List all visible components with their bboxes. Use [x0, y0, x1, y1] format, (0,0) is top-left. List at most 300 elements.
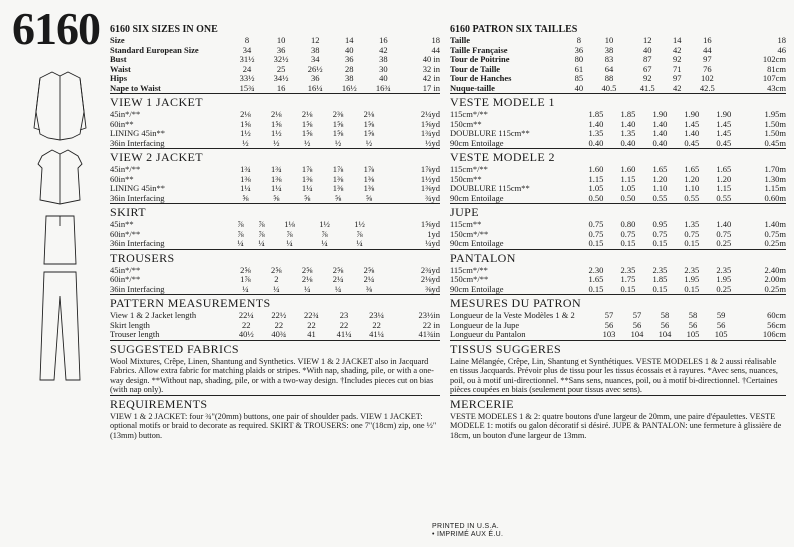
cell-value: 32½	[273, 54, 289, 64]
cell-value: 56	[660, 319, 670, 330]
cell-value: 97	[673, 73, 682, 83]
cell-value: 8	[244, 35, 250, 45]
cell-value: ⅝	[365, 192, 373, 203]
yardage-table	[110, 220, 440, 249]
row-label: Longueur de la Jupe	[450, 319, 520, 330]
cell-value: 0.75	[716, 228, 732, 239]
cell-value: 1.95	[684, 274, 700, 284]
cell-value: 0.15	[620, 238, 636, 248]
cell-value: 1.85	[620, 109, 636, 119]
cell-value: ⅞	[321, 228, 328, 239]
section-divider	[110, 93, 440, 94]
cell-value: 1⅞	[363, 164, 375, 174]
cell-value: 106cm	[762, 329, 786, 339]
cell-value: 1.65	[684, 164, 700, 174]
french-column	[450, 24, 786, 440]
section-divider	[110, 148, 440, 149]
cell-value: 1.95	[716, 274, 732, 284]
cell-value: 107cm	[762, 73, 786, 83]
cell-value: ⅞	[258, 219, 265, 229]
cell-value: 18	[431, 35, 440, 45]
section-divider	[450, 249, 786, 250]
cell-value: 56	[604, 319, 614, 330]
cell-value: 1¾	[271, 164, 282, 174]
cell-value: ¼	[242, 283, 249, 294]
cell-value: 36	[276, 44, 286, 55]
cell-value: 2⅛	[301, 109, 313, 119]
row-label: 45in*/**	[110, 264, 141, 275]
cell-value: 1.15	[620, 173, 636, 184]
table-row	[450, 285, 786, 295]
row-label: DOUBLURE 115cm**	[450, 183, 530, 193]
row-label: 45in**	[110, 219, 134, 229]
table-row	[110, 84, 440, 94]
cell-value: 22	[242, 319, 251, 330]
cell-value: 92	[642, 73, 652, 83]
table-row	[110, 194, 440, 204]
row-label: 60in**	[110, 118, 134, 129]
cell-value: 1⅜	[363, 183, 375, 193]
cell-value: 1.10	[652, 183, 668, 193]
table-row	[450, 239, 786, 249]
cell-value: 88	[604, 73, 614, 83]
cell-value: ¼yd	[425, 238, 440, 248]
cell-value: ¼	[237, 238, 244, 248]
table-row	[110, 239, 440, 249]
cell-value: 58	[660, 310, 670, 320]
cell-value: ⅞	[237, 219, 244, 229]
cell-value: 1⅞	[301, 164, 313, 174]
cell-value: 0.80	[620, 219, 636, 229]
cell-value: 1.35	[620, 128, 636, 138]
cell-value: 105	[686, 329, 700, 339]
cell-value: 1.85	[588, 109, 604, 119]
cell-value: 0.40	[588, 137, 604, 148]
cell-value: 1¼	[240, 183, 251, 193]
cell-value: 1.90	[716, 109, 732, 119]
cell-value: 0.25m	[764, 238, 786, 248]
cell-value: 22¾	[304, 310, 319, 320]
cell-value: 1⅜	[332, 183, 344, 193]
row-label: LINING 45in**	[110, 128, 166, 138]
cell-value: 12	[310, 35, 320, 45]
cell-value: 38	[345, 73, 354, 83]
table-row	[450, 220, 786, 230]
cell-value: 1yd	[427, 228, 440, 239]
cell-value: 2¼	[363, 274, 375, 284]
row-label: 115cm**	[450, 219, 482, 229]
row-label: View 1 & 2 Jacket length	[110, 310, 197, 320]
cell-value: 56	[688, 319, 698, 330]
cell-value: 41¾in	[418, 329, 440, 339]
cell-value: 22	[339, 319, 349, 330]
cell-value: 1.35	[588, 128, 604, 138]
row-label: 90cm Entoilage	[450, 283, 504, 294]
cell-value: 1.70m	[764, 164, 786, 174]
cell-value: ½yd	[425, 137, 440, 148]
cell-value: 1.90	[652, 109, 668, 119]
cell-value: 14	[345, 35, 354, 45]
cell-value: 0.15	[684, 283, 700, 294]
cell-value: 42.5	[699, 82, 715, 93]
cell-value: 40¾	[271, 329, 287, 339]
cell-value: 1.50m	[764, 118, 786, 129]
cell-value: 0.75	[588, 228, 604, 239]
cell-value: 1.05	[620, 183, 636, 193]
cell-value: 1⅜	[363, 173, 375, 184]
cell-value: ⅝	[242, 192, 249, 203]
cell-value: 2⅛	[240, 109, 251, 119]
cell-value: 2.35	[716, 264, 732, 275]
section-divider	[450, 294, 786, 295]
table-row	[450, 330, 786, 340]
cell-value: 2¾yd	[420, 264, 440, 275]
row-label: 150cm*/**	[450, 274, 489, 284]
cell-value: 16	[276, 82, 286, 93]
cell-value: 38	[604, 44, 614, 55]
table-row	[110, 330, 440, 340]
cell-value: 1½yd	[420, 173, 440, 184]
row-label: 115cm*/**	[450, 109, 488, 119]
cell-value: 2⅝	[332, 264, 344, 275]
jacket-view1-icon	[34, 72, 86, 140]
cell-value: 0.75m	[764, 228, 786, 239]
cell-value: 1.90	[684, 109, 700, 119]
cell-value: 102cm	[762, 54, 786, 64]
cell-value: 103	[602, 329, 616, 339]
cell-value: 0.15	[684, 238, 700, 248]
cell-value: 34½	[273, 73, 289, 83]
cell-value: 1⅜yd	[420, 183, 440, 193]
section-text: VIEW 1 & 2 JACKET: four ¾"(20mm) buttons, one pair of shoulder pads. VIEW 1 JACKET: optional motifs or braid to decorate as required. SKIRT & TROUSERS: one 7"(18cm) zip, one ½"(13mm) button.	[110, 411, 437, 440]
cell-value: 2⅛	[363, 109, 375, 119]
yardage-table	[450, 165, 786, 203]
section-title: REQUIREMENTS	[110, 396, 208, 411]
cell-value: ⅜yd	[425, 283, 440, 294]
cell-value: 0.15	[652, 238, 668, 248]
cell-value: 1.40m	[764, 219, 786, 229]
cell-value: 1.40	[652, 118, 668, 129]
cell-value: 30	[379, 63, 388, 74]
cell-value: 1.40	[652, 128, 668, 138]
row-label: 90cm Entoilage	[450, 137, 504, 148]
pattern-number: 6160	[12, 3, 100, 54]
cell-value: 83	[604, 54, 614, 64]
cell-value: 41¼	[369, 329, 385, 339]
table-row	[450, 165, 786, 175]
section-title: SKIRT	[110, 205, 146, 219]
cell-value: 1.95m	[764, 109, 786, 119]
cell-value: 1.40	[588, 118, 604, 129]
row-label: 36in Interfacing	[110, 192, 165, 203]
cell-value: 1.40	[620, 118, 636, 129]
cell-value: 42 in	[422, 73, 440, 83]
cell-value: 59	[716, 310, 726, 320]
cell-value: 15¾	[239, 82, 255, 93]
cell-value: ¼	[334, 283, 342, 294]
cell-value: 16	[379, 35, 388, 45]
cell-value: 1½	[240, 128, 251, 138]
cell-value: 34	[242, 44, 252, 55]
cell-value: 0.15	[620, 283, 636, 294]
cell-value: 0.95	[652, 219, 668, 229]
cell-value: ⅞	[258, 228, 265, 239]
row-label: Trouser length	[110, 329, 160, 339]
section-text: VESTE MODELES 1 & 2: quatre boutons d'une largeur de 20mm, une paire d'épaulettes. VESTE MODELE 1: motifs ou galon décoratif si désiré. JUPE & PANTALON: une fermeture à glissière de 18cm, un bouton d'une largeur de 13mm.	[450, 411, 782, 440]
cell-value: 1⅝	[271, 118, 282, 129]
cell-value: 42	[379, 44, 388, 55]
cell-value: 36	[345, 54, 354, 64]
row-label: Tour de Hanches	[450, 73, 512, 83]
cell-value: 1⅝	[363, 128, 375, 138]
section-divider	[450, 340, 786, 341]
row-label: 115cm*/**	[450, 264, 488, 275]
cell-value: 56	[632, 319, 642, 330]
cell-value: 1⅞	[332, 164, 344, 174]
cell-value: 2.35	[684, 264, 700, 275]
cell-value: 80	[574, 54, 584, 64]
section-title: VIEW 1 JACKET	[110, 95, 203, 109]
french-header: 6160 PATRON SIX TAILLES	[450, 24, 578, 35]
cell-value: 44	[431, 44, 440, 55]
print-footer	[432, 523, 503, 539]
cell-value: 1.20	[684, 173, 700, 184]
cell-value: 1.15	[716, 183, 732, 193]
cell-value: ½	[273, 137, 280, 148]
table-row	[110, 55, 440, 65]
cell-value: 61	[574, 63, 584, 74]
section-title: JUPE	[450, 205, 479, 219]
table-row	[450, 110, 786, 120]
cell-value: 28	[345, 63, 354, 74]
cell-value: 1⅝yd	[420, 118, 440, 129]
cell-value: 31½	[239, 54, 255, 64]
cell-value: 56cm	[767, 319, 786, 330]
cell-value: 102	[700, 73, 714, 83]
cell-value: 22	[307, 319, 316, 330]
row-label: 150cm**	[450, 173, 482, 184]
cell-value: 40	[345, 44, 354, 55]
cell-value: 10	[604, 35, 614, 45]
cell-value: 33½	[239, 73, 255, 83]
cell-value: 23¼	[369, 310, 385, 320]
cell-value: 1⅝	[332, 118, 344, 129]
cell-value: 1.30m	[764, 173, 786, 184]
cell-value: 40	[642, 44, 652, 55]
cell-value: 12	[642, 35, 652, 45]
cell-value: 16	[703, 35, 712, 45]
cell-value: ¾yd	[425, 192, 440, 203]
cell-value: ¼	[356, 238, 363, 248]
table-row	[450, 55, 786, 65]
row-label: 115cm*/**	[450, 164, 488, 174]
cell-value: 2¼	[332, 274, 344, 284]
cell-value: 0.75	[620, 228, 636, 239]
section-divider	[450, 93, 786, 94]
cell-value: 1.40	[684, 128, 700, 138]
cell-value: ⅝	[304, 192, 311, 203]
cell-value: 60cm	[767, 310, 786, 320]
yardage-table	[110, 110, 440, 148]
cell-value: 40½	[238, 329, 254, 339]
row-label: 150cm*/**	[450, 228, 489, 239]
cell-value: 40	[574, 82, 584, 93]
cell-value: 58	[688, 310, 698, 320]
cell-value: ⅞	[356, 228, 363, 239]
yardage-table	[450, 110, 786, 148]
cell-value: ⅞	[286, 228, 293, 239]
cell-value: 1¾yd	[420, 128, 440, 138]
section-title: VESTE MODELE 2	[450, 150, 555, 164]
row-label: Skirt length	[110, 319, 150, 330]
cell-value: 0.55	[684, 192, 700, 203]
cell-value: 2⅝	[240, 264, 251, 275]
section-title: TISSUS SUGGERES	[450, 341, 562, 356]
cell-value: 104	[658, 329, 672, 339]
cell-value: 0.50	[588, 192, 604, 203]
table-row	[110, 139, 440, 149]
row-label: 60in**	[110, 173, 134, 184]
cell-value: 1⅝	[301, 118, 313, 129]
cell-value: 34	[310, 54, 320, 64]
cell-value: 41¼	[336, 329, 352, 339]
section-divider	[450, 148, 786, 149]
cell-value: 2⅝	[301, 264, 313, 275]
cell-value: 2⅛	[301, 274, 313, 284]
cell-value: 22½	[271, 310, 287, 320]
section-title: VIEW 2 JACKET	[110, 150, 203, 164]
english-size-table	[110, 36, 440, 93]
cell-value: 43cm	[767, 82, 786, 93]
section-divider	[110, 294, 440, 295]
cell-value: 0.55	[716, 192, 732, 203]
cell-value: 105	[714, 329, 728, 339]
row-label: Nuque-taille	[450, 82, 495, 93]
cell-value: 16¼	[307, 82, 323, 93]
section-title: MESURES DU PATRON	[450, 296, 582, 310]
cell-value: 81cm	[767, 63, 786, 74]
section-divider	[110, 249, 440, 250]
cell-value: ½	[242, 137, 249, 148]
garment-sketches	[30, 68, 90, 388]
row-label: 36in Interfacing	[110, 283, 165, 294]
cell-value: 0.50	[620, 192, 636, 203]
printed-in-usa: PRINTED IN U.S.A.	[432, 523, 499, 530]
cell-value: 2⅝	[363, 264, 375, 275]
cell-value: 0.55	[652, 192, 668, 203]
cell-value: 40 in	[422, 54, 440, 64]
cell-value: 0.45	[684, 137, 700, 148]
cell-value: 22 in	[422, 319, 440, 330]
section-title: TROUSERS	[110, 250, 175, 265]
cell-value: 2.35	[652, 264, 668, 275]
cell-value: 1.45	[716, 128, 732, 138]
cell-value: 1⅝	[301, 128, 313, 138]
cell-value: 1⅜	[271, 173, 282, 184]
cell-value: 1¼	[271, 183, 282, 193]
section-divider	[450, 203, 786, 204]
table-row	[450, 139, 786, 149]
cell-value: 0.15	[588, 238, 604, 248]
row-label: Size	[110, 35, 125, 45]
cell-value: 0.25	[716, 283, 732, 294]
cell-value: 87	[642, 54, 652, 64]
cell-value: 1.15m	[764, 183, 786, 193]
cell-value: 0.60m	[764, 192, 786, 203]
section-title: PANTALON	[450, 250, 516, 265]
cell-value: ⅞	[237, 228, 244, 239]
cell-value: 2.30	[588, 264, 604, 275]
jacket-view2-icon	[38, 150, 82, 204]
cell-value: ½	[304, 137, 311, 148]
yardage-table	[450, 220, 786, 249]
cell-value: 1⅜	[240, 173, 251, 184]
cell-value: 104	[630, 329, 644, 339]
row-label: LINING 45in**	[110, 183, 166, 193]
cell-value: 41.5	[639, 82, 655, 93]
cell-value: 1.45	[716, 118, 732, 129]
row-label: 150cm**	[450, 118, 482, 129]
cell-value: 1.65	[652, 164, 668, 174]
cell-value: 76	[703, 63, 712, 74]
cell-value: 36	[574, 44, 584, 55]
row-label: Taille	[450, 35, 470, 45]
yardage-table	[110, 311, 440, 340]
row-label: Longueur du Pantalon	[450, 329, 526, 339]
section-divider	[110, 203, 440, 204]
cell-value: 0.75	[684, 228, 700, 239]
cell-value: 2⅜	[332, 109, 344, 119]
cell-value: 1⅜	[332, 173, 344, 184]
table-row	[110, 220, 440, 230]
cell-value: ½	[334, 137, 342, 148]
row-label: Hips	[110, 73, 128, 83]
english-header: 6160 SIX SIZES IN ONE	[110, 24, 218, 35]
cell-value: 57	[632, 310, 642, 320]
cell-value: 0.75	[652, 228, 668, 239]
cell-value: 38	[379, 54, 388, 64]
yardage-table	[450, 311, 786, 340]
row-label: Tour de Poitrine	[450, 54, 510, 64]
cell-value: ¼	[273, 283, 280, 294]
cell-value: 2⅛	[271, 109, 282, 119]
cell-value: 14	[673, 35, 682, 45]
cell-value: 1.10	[684, 183, 700, 193]
cell-value: 16½	[341, 82, 357, 93]
cell-value: 44	[703, 44, 712, 55]
row-label: 60in*/**	[110, 228, 141, 239]
row-label: 36in Interfacing	[110, 238, 165, 248]
cell-value: 0.15	[652, 283, 668, 294]
cell-value: ⅝	[334, 192, 342, 203]
cell-value: 22	[274, 319, 284, 330]
yardage-table	[110, 165, 440, 203]
row-label: 45in*/**	[110, 164, 141, 174]
cell-value: 1½	[319, 219, 330, 229]
row-label: 90cm Entoilage	[450, 192, 504, 203]
cell-value: 24	[242, 63, 252, 74]
cell-value: 1.60	[620, 164, 636, 174]
cell-value: ½	[365, 137, 373, 148]
cell-value: 1½	[271, 128, 282, 138]
cell-value: 97	[703, 54, 712, 64]
row-label: 36in Interfacing	[110, 137, 165, 148]
row-label: 90cm Entoilage	[450, 238, 504, 248]
cell-value: 2.40m	[764, 264, 786, 275]
cell-value: 1½	[354, 219, 365, 229]
cell-value: 16¾	[375, 82, 391, 93]
cell-value: 18	[777, 35, 786, 45]
